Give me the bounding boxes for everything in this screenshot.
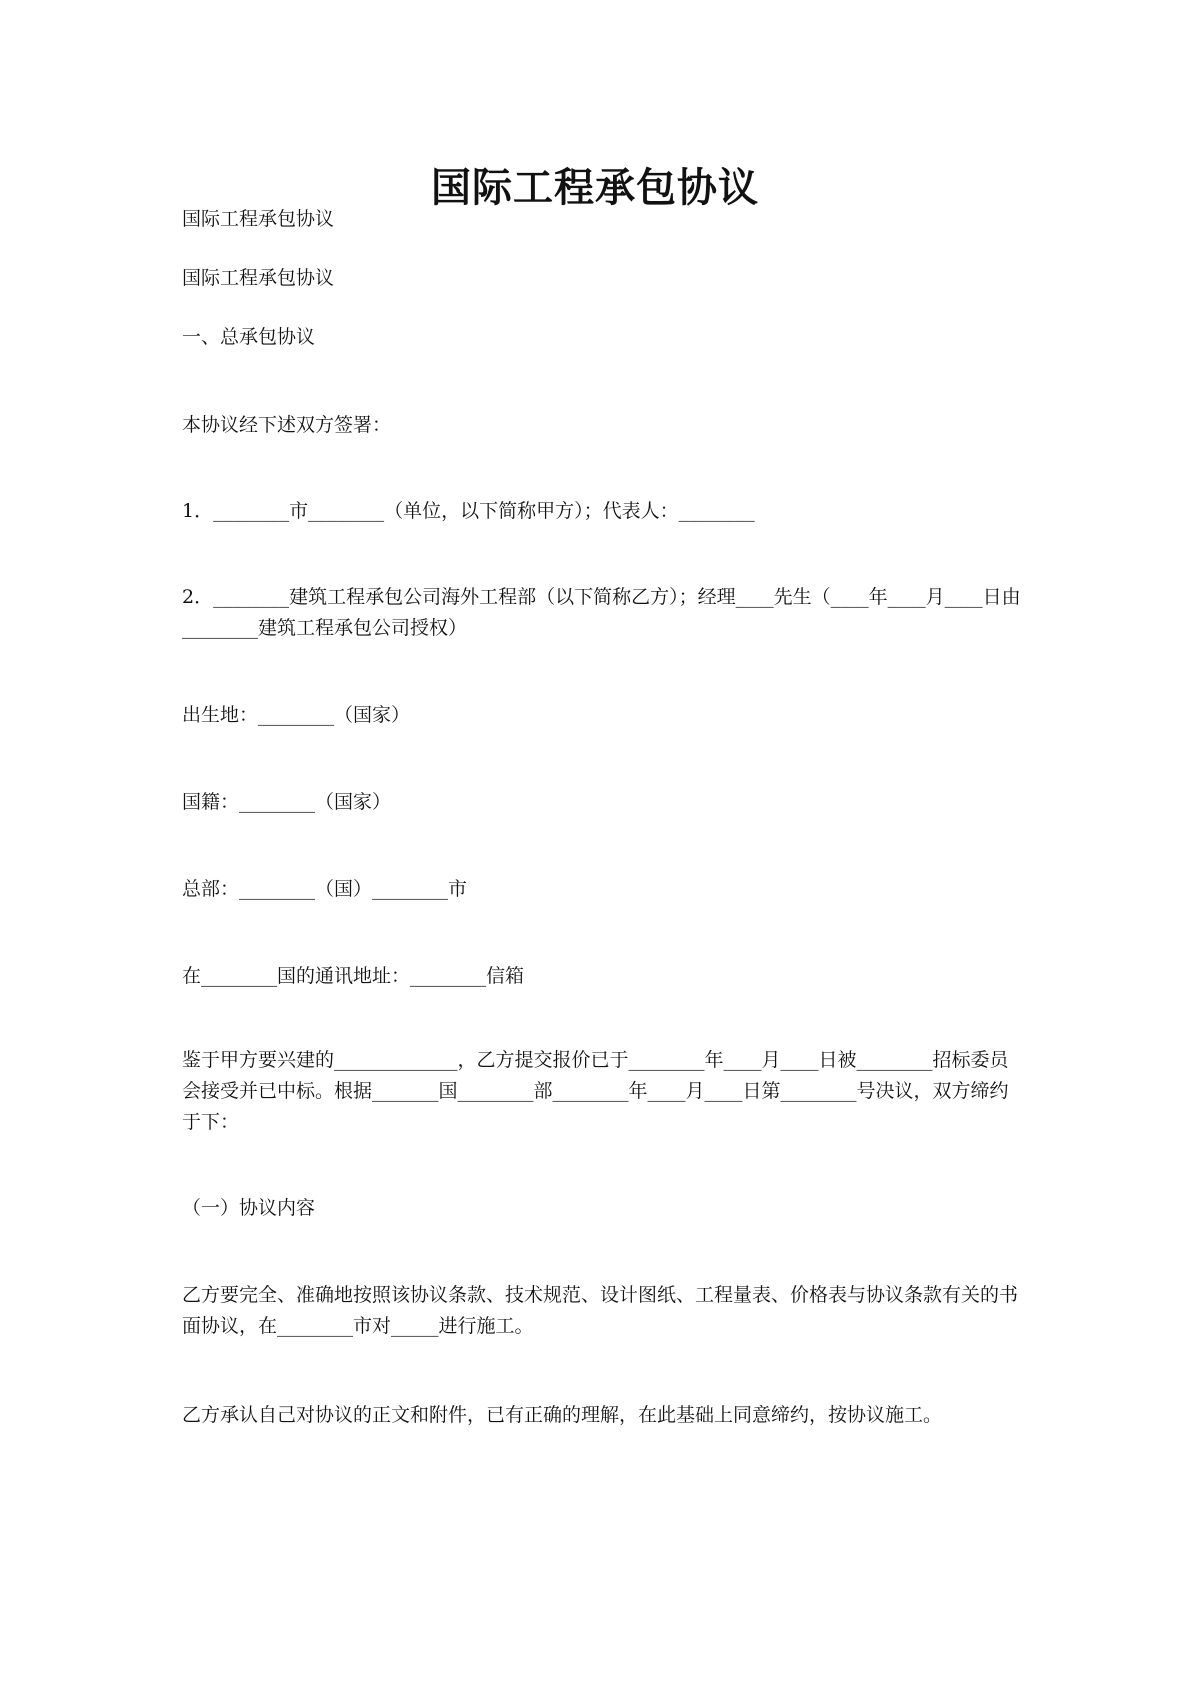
acknowledgement-paragraph: 乙方承认自己对协议的正文和附件，已有正确的理解，在此基础上同意缔约，按协议施工。 xyxy=(182,1404,943,1426)
subsection-heading: （一）协议内容 xyxy=(182,1197,316,1219)
signing-intro: 本协议经下述双方签署： xyxy=(182,414,392,436)
nationality-field: 国籍：________（国家） xyxy=(182,791,392,813)
birthplace-field: 出生地：________（国家） xyxy=(182,704,411,726)
mailing-address-field: 在________国的通讯地址：________信箱 xyxy=(182,965,525,987)
headquarters-field: 总部：________（国）________市 xyxy=(182,878,468,900)
section-heading: 一、总承包协议 xyxy=(182,326,316,348)
subtitle-paragraph: 国际工程承包协议 xyxy=(182,267,335,289)
recital-paragraph: 鉴于甲方要兴建的_____________，乙方提交报价已于________年____月____日被________招标委员会接受并已中标。根据_______国________部________年____月____日第________号决议，双方缔约于下： xyxy=(182,1049,1009,1133)
party-b-clause: 2．________建筑工程承包公司海外工程部（以下简称乙方）；经理____先生（____年____月____日由________建筑工程承包公司授权） xyxy=(182,586,1021,639)
party-a-clause: 1．________市________（单位，以下简称甲方）；代表人：________ xyxy=(182,500,755,522)
document-title: 国际工程承包协议 xyxy=(431,165,759,211)
agreement-content-paragraph: 乙方要完全、准确地按照该协议条款、技术规范、设计图纸、工程量表、价格表与协议条款有关的书面协议，在________市对_____进行施工。 xyxy=(182,1284,1019,1337)
subtitle-paragraph: 国际工程承包协议 xyxy=(182,208,335,230)
